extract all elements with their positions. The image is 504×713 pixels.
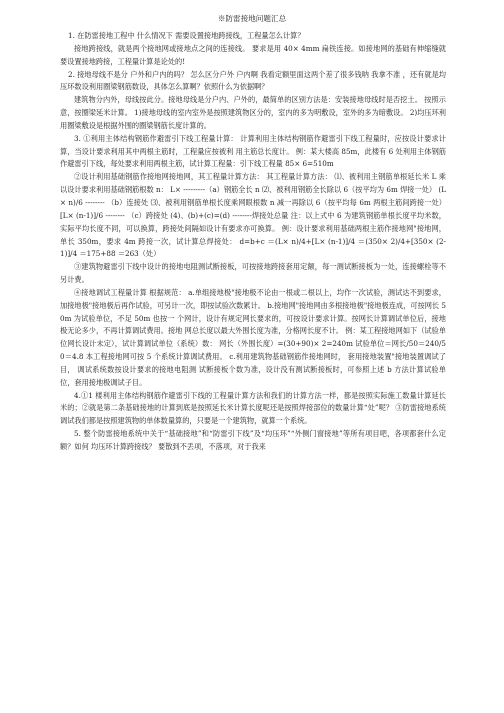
paragraph-3-1: 3. ①利用主体结构钢筋作避雷引下线工程量计算： 计算利用主体结构钢筋作避雷引下线工程量时，应按设计要求计算，当设计要求利用其中两根主筋时，工程量应按被利 用主筋总长度计。 例：某大楼高 85m，此楼有 6 处利用主体钢筋作避雷引下线，每处要求利用两根主筋，试计算工程量：引下线工程量 85× 6=510m <box>60 133 446 169</box>
paragraph-q1: 1. 在防雷接地工程中 什么情况下 需要设置接地跨接线，工程量怎么计算？ <box>68 31 305 40</box>
paragraph-3-4: ④接地调试工程量计算 根据规范： a.单组接地极"接地极不论由一根或二根以上，均作一次试验，测试达不到要求，加接地极"接地极后再作试验，可另计一次，即按试验次数累计。 b.接地网"接地网由多根接地极"接地极连成，可按网长 50m 为试验单位，不足 50m 也按一 个网计，设计有规定网长要求的，可按设计要求计算。按网长计算调试单位后，接地极无论多少，不再计算调试费用。接地 网总长度以最大外围长度为准，分格网长度不计。 例：某工程接地网如下（试验单位网长设计未定），试计算调试单位（系统）数： 网长（外围长度）=(30+90)× 2=240m 试验单位＝网长/50＝240/50＝4.8 本工程接地网可按 5 个系统计算调试费用。 c.利用建筑物基础钢筋作接地网时， 套用接地装置"接地装置调试了目， 调试系统数按设计要求的接地电阻测 试断接板个数为准，设计没有测试断接板时，可参照上述 b 方法计算试验单位，套用接地极调试子目。 <box>60 287 446 387</box>
paragraph-a1: 接地跨接线，就是两个接地网或接地点之间的连接线。 要求是用 40× 4mm 扁铁连接。如接地网的基础有伸缩缝就要设置接地跨接，工程量计算是论处的! <box>60 43 446 66</box>
paragraph-5: 5. 整个防雷接地系统中关于“基础接地”和“防雷引下线”及“均压环”“外侧门窗接地”等所有项目吧，各项都套什么定额？如何 均压环计算跨接线？ 要散到不丢项，不落项，对于我来 <box>60 429 446 451</box>
paragraph-a2: 建筑物分内外，母线按此分。接地母线是分户内、户外的，最简单的区别方法是：安装接地母线时是否挖土。 按照示意，按圈梁延米计算。 1)接地母线的室内室外是按照建筑物区分的，室内的多为明敷设，室外的多为暗敷设。 2)均压环利用圈梁敷设是根据外围的圈梁钢筋长度计算的。 <box>60 95 446 130</box>
paragraph-q2: 2. 接地母线不是分 户外和户内的吗？ 怎么区分户外 户内啊 我看定额里面这两个差了很多钱呐 我拿不准 ，还有就是均压环数设利用圈梁钢筋数设，具体怎么算啊？依照什么为依据啊？ <box>60 69 446 92</box>
paragraph-3-3: ③建筑物避雷引下线中设计的接地电阻测试断接板，可按接地跨接套用定额，每一测试断接板为一处，连接螺栓等不 另计费。 <box>60 262 446 285</box>
paragraph-3-2: ②设计利用基础钢筋作接地网接地网，其工程量计算方法： 其工程量计算方法： ⑴、被利用主钢筋单根延长米 L 乘以设计要求利用基础钢筋根数 n： L× ---------（a）钢筋全长 n ⑵、被利用钢筋全长除以 6（按平均为 6m 焊接一处） (L× n)/6 -------- （b）连接处 ⑶、被利用钢筋单根长度乘网眼根数 n 减一再除以 6（按平均每 6m 两根主筋间跨接一处） [L× (n-1)]/6 -------- （c）跨接处 (4)、(b)+(c)=(d) --------焊接处总量 注：以上式中 6 为建筑钢筋单根长度平均米数，实际平均长度不同，可以换算，跨接处间隔如设计有要求亦可换算。 例：设计要求利用基础两根主筋作接地网"接地网，单长 350m，要求 4m 跨接一次，试计算总焊接处： d=b+c ＝(L× n)/4+[L× (n-1)]/4 ＝(350× 2)/4+[350× (2-1)]/4 ＝175+88 ＝263（处） <box>60 172 446 259</box>
document-body <box>60 30 446 454</box>
paragraph-4: 4.①1 楼利用主体结构钢筋作避雷引下线的工程量计算方法和我们的计算方法一样，都是按照实际施工数量计算延长米的；②就是第二条基础接地的计算到底是按照延长米计算长度呢还是按照焊接部位的数量计算“处”呢？ ③防雷接地系统调试我们都是按照建筑物的单体数量算的，只要是一个建筑物，就算一个系统。 <box>60 390 446 426</box>
document-title: ※防雷接地问题汇总 <box>217 14 287 23</box>
